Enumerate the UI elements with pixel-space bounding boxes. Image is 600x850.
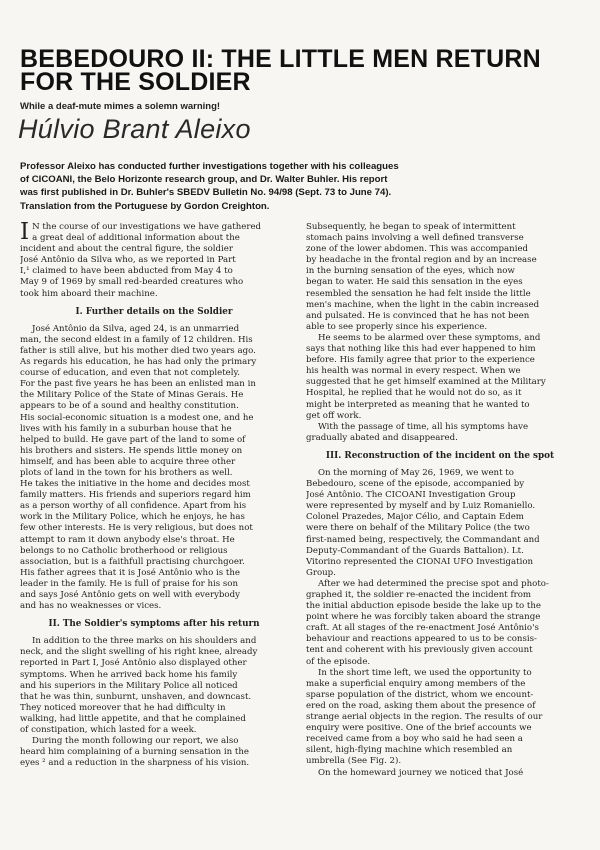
text-line: were represented by myself and by Luiz Romaniello. bbox=[306, 501, 536, 512]
text-line: make a superficial enquiry among members of the bbox=[306, 678, 526, 689]
text-line: able to see properly since his experience. bbox=[306, 321, 488, 332]
text-line: suggested that he get himself examined at the Military bbox=[306, 377, 546, 388]
author-name: Húlvio Brant Aleixo bbox=[18, 114, 251, 144]
text-line: symptoms. When he arrived back home his family bbox=[20, 669, 238, 680]
text-line: by headache in the frontal region and by an increase bbox=[306, 255, 537, 266]
text-line: Vitorino represented the CIONAI UFO Investigation bbox=[306, 556, 534, 567]
text-line: of the episode. bbox=[306, 656, 371, 667]
text-line: His social-economic situation is a modest one, and he bbox=[20, 412, 254, 423]
text-line: N the course of our investigations we have gathered bbox=[32, 222, 262, 232]
text-line: work in the Military Police, which he enjoys, he has bbox=[20, 512, 245, 523]
text-line: as a person worthy of all confidence. Apart from his bbox=[20, 501, 247, 512]
intro-line: was first published in Dr. Buhler's SBEDV Bulletin No. 94/98 (Sept. 73 to June 74). bbox=[20, 187, 392, 199]
text-line: With the passage of time, all his symptoms have bbox=[318, 421, 529, 432]
text-line: On the morning of May 26, 1969, we went to bbox=[318, 467, 514, 478]
text-line: José Antônio. The CICOANI Investigation Group bbox=[306, 490, 516, 501]
drop-cap: I bbox=[20, 219, 30, 245]
text-line: heard him complaining of a burning sensation in the bbox=[20, 747, 249, 758]
text-line: umbrella (See Fig. 2). bbox=[306, 756, 402, 767]
text-line: says that nothing like this had ever happened to him bbox=[306, 344, 536, 355]
text-line: José Antônio da Silva, aged 24, is an unmarried bbox=[32, 323, 240, 334]
text-line: lives with his family in a suburban house that he bbox=[20, 423, 232, 434]
text-line: neck, and the slight swelling of his right knee, already bbox=[20, 647, 258, 658]
text-line: belongs to no Catholic brotherhood or religious bbox=[20, 545, 228, 556]
text-line: himself, and has been able to acquire three other bbox=[20, 456, 236, 467]
text-line: During the month following our report, we also bbox=[32, 736, 239, 747]
text-line: He takes the initiative in the home and decides most bbox=[20, 479, 250, 490]
intro-line: Translation from the Portuguese by Gordon Creighton. bbox=[20, 200, 270, 212]
text-line: before. His family agree that prior to the experience bbox=[306, 355, 535, 366]
text-line: father is still alive, but his mother died two years ago. bbox=[20, 345, 256, 356]
opening-paragraph bbox=[20, 219, 288, 300]
text-line: May 9 of 1969 by small red-bearded creatures who bbox=[20, 277, 244, 288]
article-subtitle: While a deaf-mute mimes a solemn warning! bbox=[20, 101, 221, 112]
text-line: and his superiors in the Military Police all noticed bbox=[20, 680, 238, 691]
text-line: They noticed moreover that he had difficulty in bbox=[20, 702, 226, 713]
text-line: Subsequently, he began to speak of intermittent bbox=[306, 222, 516, 232]
text-line: and has no weaknesses or vices. bbox=[20, 601, 162, 612]
text-line: For the past five years he has been an enlisted man in bbox=[20, 379, 256, 390]
text-line: In addition to the three marks on his shoulders and bbox=[32, 636, 257, 647]
text-line: eyes ² and a reduction in the sharpness of his vision. bbox=[20, 758, 250, 769]
text-line: After we had determined the precise spot and photo- bbox=[318, 578, 549, 589]
text-line: sparse population of the district, whom we encount- bbox=[306, 689, 534, 700]
text-line: the initial abduction episode beside the lake up to the bbox=[306, 601, 541, 612]
title-line-2: FOR THE SOLDIER bbox=[20, 68, 251, 96]
text-line: and says José Antônio gets on well with everybody bbox=[20, 590, 240, 600]
text-line: appears to be of a sound and healthy constitution. bbox=[20, 401, 239, 412]
text-line: might be interpreted as meaning that he wanted to bbox=[306, 399, 530, 410]
section-heading: III. Reconstruction of the incident on the spot bbox=[325, 450, 555, 461]
text-line: get off work. bbox=[306, 410, 362, 421]
text-line: behaviour and reactions appeared to us to be consis- bbox=[306, 634, 537, 645]
text-line: graphed it, the soldier re-enacted the incident from bbox=[306, 590, 532, 600]
text-line: the Military Police of the State of Minas Gerais. He bbox=[20, 390, 244, 401]
text-line: began to water. He said this sensation in the eyes bbox=[306, 277, 523, 288]
intro-paragraph bbox=[20, 160, 580, 213]
text-line: leader in the family. He is full of praise for his son bbox=[20, 578, 239, 589]
text-line: craft. At all stages of the re-enactment José Antônio's bbox=[306, 623, 539, 634]
text-line: of constipation, which lasted for a week. bbox=[20, 725, 197, 736]
text-line: gradually abated and disappeared. bbox=[306, 432, 458, 443]
text-line: José Antônio da Silva who, as we reported in Part bbox=[20, 255, 236, 266]
text-line: walking, had little appetite, and that he complained bbox=[20, 713, 246, 724]
text-line: ered on the road, asking them about the presence of bbox=[306, 700, 536, 711]
text-line: strange aerial objects in the region. The results of our bbox=[306, 712, 543, 723]
text-line: attempt to ram it down anybody else's throat. He bbox=[20, 534, 235, 545]
title-line-1: BEBEDOURO II: THE LITTLE MEN RETURN bbox=[20, 45, 541, 73]
right-column bbox=[306, 222, 574, 779]
text-line: received came from a boy who said he had seen a bbox=[306, 734, 523, 745]
text-line: tent and coherent with his previously given account bbox=[306, 645, 533, 656]
text-line: In the short time left, we used the opportunity to bbox=[318, 667, 532, 678]
text-line: his brothers and sisters. He spends little money on bbox=[20, 445, 243, 456]
text-line: enquiry were positive. One of the brief accounts we bbox=[306, 723, 532, 734]
text-line: As regards his education, he has had only the primary bbox=[20, 357, 257, 368]
text-line: He seems to be alarmed over these symptoms, and bbox=[318, 332, 541, 343]
text-line: first-named being, respectively, the Commandant and bbox=[306, 534, 540, 545]
text-line: incident and about the central figure, the soldier bbox=[20, 244, 233, 255]
text-line: were there on behalf of the Military Police (the two bbox=[306, 523, 530, 534]
text-line: Bebedouro, scene of the episode, accompanied by bbox=[306, 479, 525, 490]
text-line: On the homeward journey we noticed that José bbox=[318, 767, 524, 778]
left-column bbox=[20, 219, 288, 769]
section-heading: II. The Soldier's symptoms after his return bbox=[48, 619, 260, 630]
article-title bbox=[20, 45, 580, 96]
text-line: course of education, and even that not completely. bbox=[20, 368, 240, 379]
text-line: Hospital, he replied that he would not do so, as it bbox=[306, 388, 522, 399]
text-line: and pulsated. He is convinced that he has not been bbox=[306, 310, 530, 321]
text-line: silent, high-flying machine which resembled an bbox=[306, 745, 513, 756]
text-line: his health was normal in every respect. When we bbox=[306, 366, 521, 377]
text-line: resembled the sensation he had felt inside the little bbox=[306, 288, 531, 299]
text-line: few other interests. He is very religious, but does not bbox=[20, 523, 253, 534]
intro-line: of CICOANI, the Belo Horizonte research group, and Dr. Walter Buhler. His report bbox=[20, 174, 388, 186]
text-line: association, but is a faithfull practising churchgoer. bbox=[20, 556, 245, 567]
intro-line: Professor Aleixo has conducted further investigations together with his colleagues bbox=[20, 161, 399, 172]
text-line: Group. bbox=[306, 567, 336, 578]
text-line: a great deal of additional information about the bbox=[32, 233, 240, 244]
text-line: His father agrees that it is José Antônio who is the bbox=[20, 567, 240, 578]
text-line: in the burning sensation of the eyes, which now bbox=[306, 266, 515, 277]
text-line: that he was thin, sunburnt, unshaven, and downcast. bbox=[20, 691, 252, 702]
text-line: point where he was forcibly taken aboard the strange bbox=[306, 612, 541, 623]
text-line: Deputy-Commandant of the Guards Battalion). Lt. bbox=[306, 545, 524, 556]
text-line: helped to build. He gave part of the land to some of bbox=[20, 434, 246, 445]
text-line: stomach pains involving a well defined transverse bbox=[306, 233, 524, 244]
text-line: I,¹ claimed to have been abducted from May 4 to bbox=[20, 266, 233, 277]
text-line: plots of land in the town for his brothers as well. bbox=[20, 467, 233, 478]
text-line: Colonel Prazedes, Major Célio, and Captain Edem bbox=[306, 512, 524, 523]
text-line: man, the second eldest in a family of 12 children. His bbox=[20, 334, 253, 345]
section-heading: I. Further details on the Soldier bbox=[75, 306, 233, 317]
text-line: men's machine, when the light in the cabin increased bbox=[306, 299, 540, 310]
text-line: reported in Part I, José Antônio also displayed other bbox=[20, 658, 247, 669]
text-line: zone of the lower abdomen. This was accompanied bbox=[306, 244, 529, 255]
text-line: family matters. His friends and superiors regard him bbox=[20, 490, 251, 501]
text-line: took him aboard their machine. bbox=[20, 288, 158, 299]
